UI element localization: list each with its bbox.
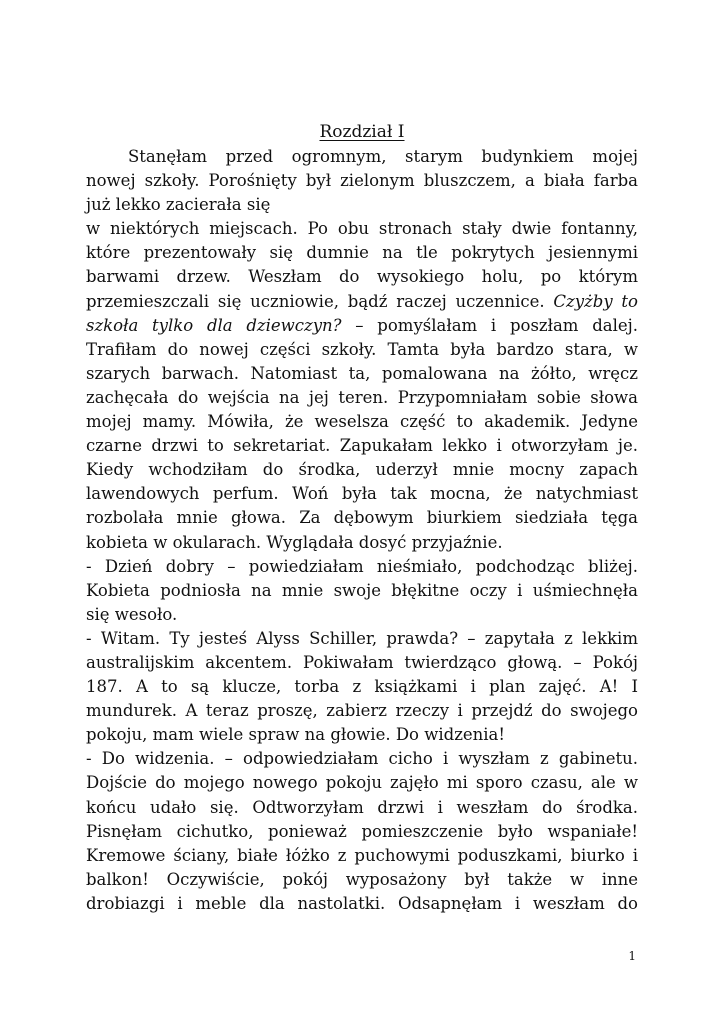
text-run: zachęcała do wejścia na jej teren. Przypomniałam sobie słowa	[86, 387, 638, 407]
text-run: w niektórych miejscach. Po obu stronach stały dwie fontanny,	[86, 219, 638, 239]
text-run: szarych barwach. Natomiast ta, pomalowana na żółto, wręcz	[86, 363, 638, 383]
text-line	[86, 458, 638, 482]
text-run: Trafiłam do nowej części szkoły. Tamta była bardzo stara, w	[86, 339, 638, 359]
text-line	[86, 796, 638, 820]
text-run: już lekko zacierała się	[86, 195, 271, 215]
text-run: nowej szkoły. Porośnięty był zielonym bluszczem, a biała farba	[86, 171, 638, 191]
text-line	[86, 338, 638, 362]
text-line	[86, 434, 638, 458]
text-run: które prezentowały się dumnie na tle pokrytych jesiennymi	[86, 243, 638, 263]
text-run: czarne drzwi to sekretariat. Zapukałam lekko i otworzyłam je.	[86, 436, 638, 456]
text-run: przemieszczali się uczniowie, bądź raczej uczennice.	[86, 291, 545, 311]
text-line	[86, 820, 638, 844]
text-run: 187. A to są klucze, torba z książkami i plan zajęć. A! I	[86, 677, 638, 697]
italic-run: szkoła tylko dla dziewczyn?	[86, 315, 342, 335]
text-run: mojej mamy. Mówiła, że weselsza część to akademik. Jedyne	[86, 412, 638, 432]
text-run: - Do widzenia. – odpowiedziałam cicho i wyszłam z gabinetu.	[86, 749, 638, 769]
text-run: - Dzień dobry – powiedziałam nieśmiało, podchodząc bliżej.	[86, 556, 638, 576]
text-line	[86, 723, 638, 747]
text-run: Stanęłam przed ogromnym, starym budynkiem mojej	[128, 147, 638, 166]
text-line	[86, 868, 638, 892]
text-line	[86, 482, 638, 506]
text-run: się wesoło.	[86, 604, 178, 624]
text-run: Dojście do mojego nowego pokoju zajęło mi sporo czasu, ale w	[86, 773, 638, 793]
text-run: mundurek. A teraz proszę, zabierz rzeczy i przejdź do swojego	[86, 701, 638, 721]
text-run: - Witam. Ty jesteś Alyss Schiller, prawda? – zapytała z lekkim	[86, 628, 638, 648]
text-run: australijskim akcentem. Pokiwałam twierdząco głową. – Pokój	[86, 652, 638, 672]
text-run: – pomyślałam i poszłam dalej.	[355, 315, 638, 335]
text-run: kobieta w okularach. Wyglądała dosyć przyjaźnie.	[86, 532, 503, 552]
text-line	[86, 627, 638, 651]
text-line	[86, 386, 638, 410]
italic-run: Czyżby to	[553, 291, 638, 311]
text-line	[86, 699, 638, 723]
chapter-title: Rozdział I	[319, 122, 405, 142]
text-line	[86, 265, 638, 289]
text-line	[86, 410, 638, 434]
text-line	[86, 747, 638, 771]
text-line	[86, 290, 638, 314]
text-run: Pisnęłam cichutko, ponieważ pomieszczenie było wspaniałe!	[86, 821, 638, 841]
text-line	[86, 362, 638, 386]
text-line	[86, 844, 638, 868]
text-line	[86, 555, 638, 579]
text-line	[86, 169, 638, 193]
body-text	[86, 145, 638, 916]
text-line	[86, 506, 638, 530]
text-line	[86, 651, 638, 675]
text-line	[86, 603, 638, 627]
text-run: balkon! Oczywiście, pokój wyposażony był także w inne	[86, 869, 638, 889]
text-line	[86, 145, 638, 169]
text-run: Kremowe ściany, białe łóżko z puchowymi poduszkami, biurko i	[86, 845, 638, 865]
text-run: końcu udało się. Odtworzyłam drzwi i weszłam do środka.	[86, 797, 638, 817]
text-run: lawendowych perfum. Woń była tak mocna, że natychmiast	[86, 484, 638, 504]
text-line	[86, 892, 638, 916]
text-line	[86, 241, 638, 265]
page-number: 1	[628, 949, 636, 963]
text-line	[86, 314, 638, 338]
text-line	[86, 531, 638, 555]
text-line	[86, 675, 638, 699]
text-line	[86, 771, 638, 795]
text-run: Kobieta podniosła na mnie swoje błękitne oczy i uśmiechnęła	[86, 580, 638, 600]
text-run: drobiazgi i meble dla nastolatki. Odsapnęłam i weszłam do	[86, 893, 638, 913]
text-run: pokoju, mam wiele spraw na głowie. Do widzenia!	[86, 725, 506, 745]
text-run: rozbolała mnie głowa. Za dębowym biurkiem siedziała tęga	[86, 508, 638, 528]
text-line	[86, 579, 638, 603]
text-run: barwami drzew. Weszłam do wysokiego holu, po którym	[86, 267, 638, 287]
text-line	[86, 217, 638, 241]
text-run: Kiedy wchodziłam do środka, uderzył mnie mocny zapach	[86, 460, 638, 480]
text-line	[86, 193, 638, 217]
